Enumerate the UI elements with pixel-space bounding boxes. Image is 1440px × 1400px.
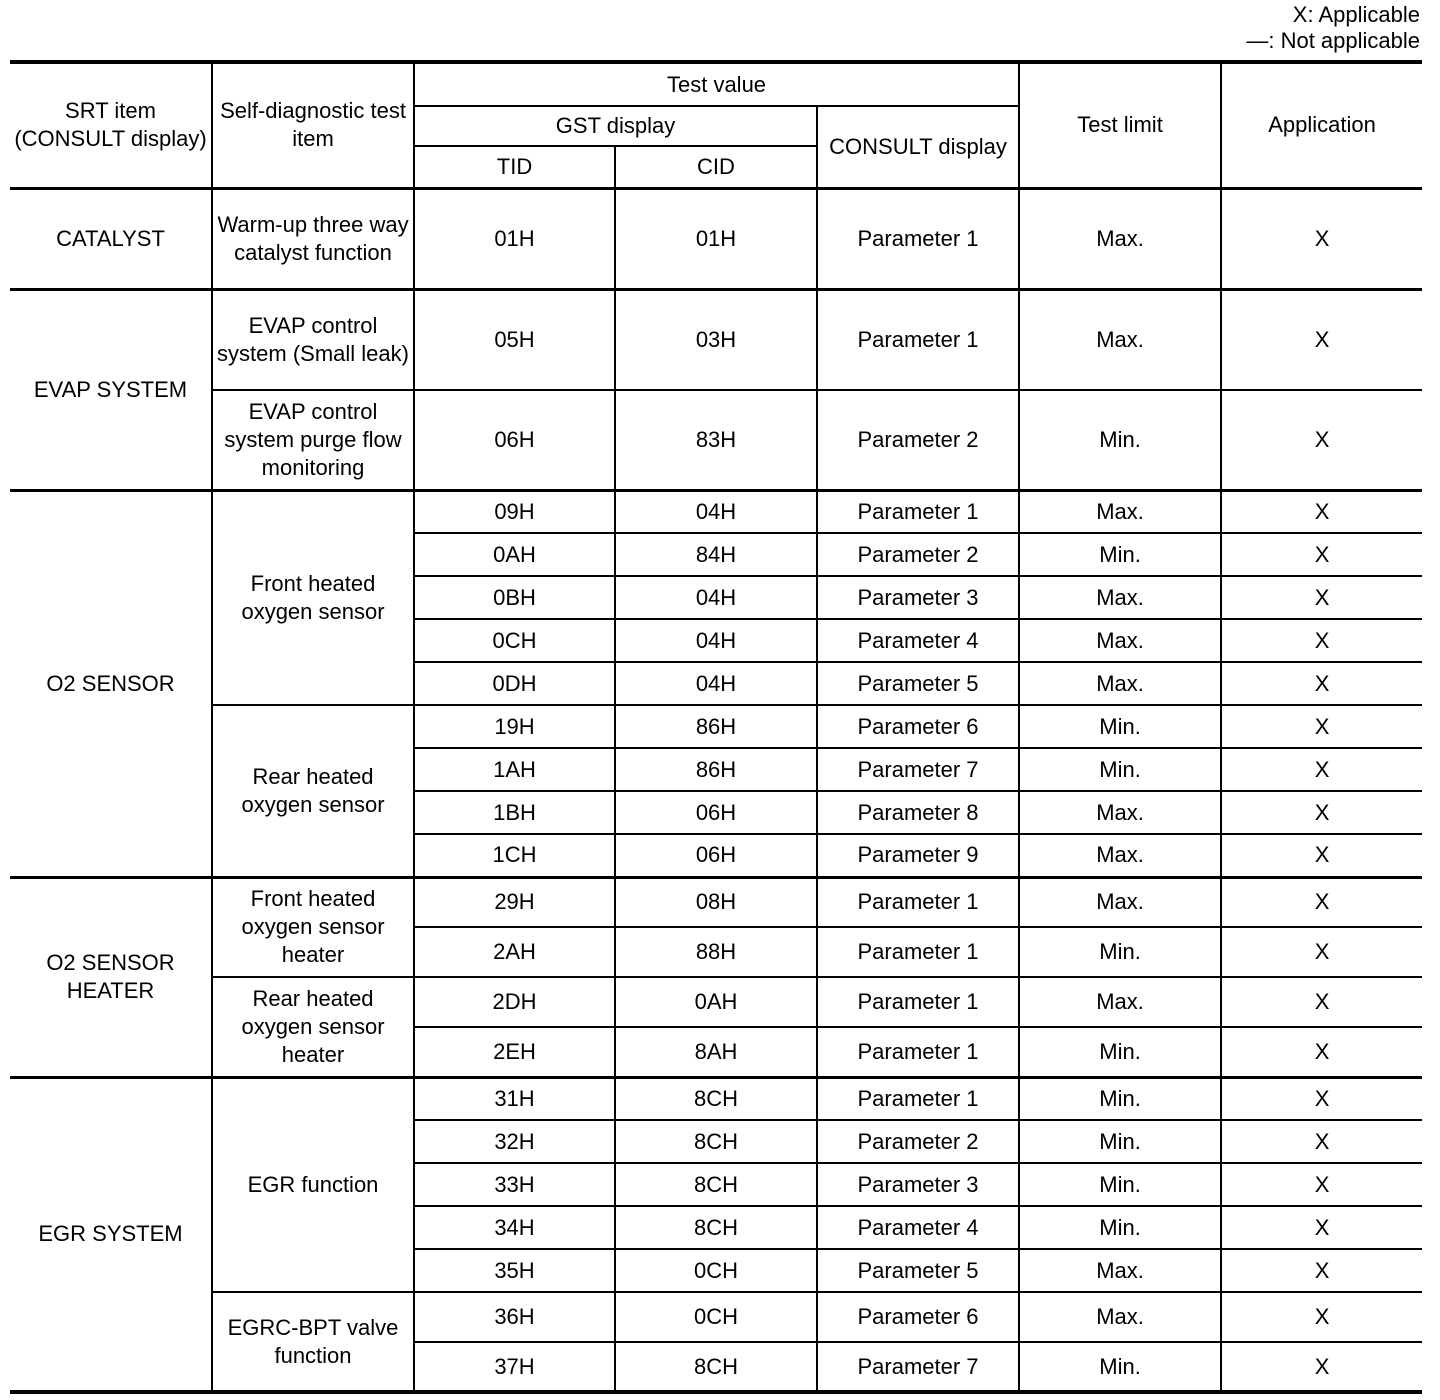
consult-display-cell: Parameter 1: [817, 490, 1019, 533]
cid-cell: 0CH: [615, 1292, 817, 1342]
self-diagnostic-item-cell: EGRC-BPT valve function: [212, 1292, 414, 1392]
header-test-value: Test value: [414, 62, 1019, 106]
header-srt-item: SRT item (CONSULT display): [10, 62, 212, 188]
tid-cell: 0DH: [414, 662, 615, 705]
tid-cell: 35H: [414, 1249, 615, 1292]
application-cell: X: [1221, 877, 1422, 927]
tid-cell: 09H: [414, 490, 615, 533]
application-cell: X: [1221, 977, 1422, 1027]
cid-cell: 84H: [615, 533, 817, 576]
consult-display-cell: Parameter 7: [817, 1342, 1019, 1392]
table-row: [10, 977, 1422, 1027]
consult-display-cell: Parameter 2: [817, 533, 1019, 576]
consult-display-cell: Parameter 1: [817, 289, 1019, 390]
cid-cell: 03H: [615, 289, 817, 390]
consult-display-cell: Parameter 3: [817, 576, 1019, 619]
consult-display-cell: Parameter 3: [817, 1163, 1019, 1206]
cid-cell: 0AH: [615, 977, 817, 1027]
tid-cell: 29H: [414, 877, 615, 927]
cid-cell: 86H: [615, 748, 817, 791]
srt-item-cell: EGR SYSTEM: [10, 1077, 212, 1392]
cid-cell: 04H: [615, 619, 817, 662]
header-tid: TID: [414, 146, 615, 188]
consult-display-cell: Parameter 5: [817, 662, 1019, 705]
self-diagnostic-item-cell: Warm-up three way catalyst function: [212, 188, 414, 289]
table-row: [10, 877, 1422, 927]
tid-cell: 2AH: [414, 927, 615, 977]
tid-cell: 19H: [414, 705, 615, 748]
application-cell: X: [1221, 1120, 1422, 1163]
consult-display-cell: Parameter 1: [817, 877, 1019, 927]
cid-cell: 04H: [615, 662, 817, 705]
test-limit-cell: Max.: [1019, 977, 1221, 1027]
table-row: [10, 188, 1422, 289]
test-limit-cell: Max.: [1019, 576, 1221, 619]
application-cell: X: [1221, 576, 1422, 619]
test-limit-cell: Min.: [1019, 1163, 1221, 1206]
application-cell: X: [1221, 927, 1422, 977]
tid-cell: 05H: [414, 289, 615, 390]
application-cell: X: [1221, 188, 1422, 289]
table-row: [10, 390, 1422, 490]
tid-cell: 31H: [414, 1077, 615, 1120]
consult-display-cell: Parameter 5: [817, 1249, 1019, 1292]
application-cell: X: [1221, 1027, 1422, 1077]
tid-cell: 01H: [414, 188, 615, 289]
legend-applicable: X: Applicable: [1292, 2, 1420, 27]
table-row: [10, 1292, 1422, 1342]
consult-display-cell: Parameter 2: [817, 1120, 1019, 1163]
consult-display-cell: Parameter 6: [817, 705, 1019, 748]
cid-cell: 8CH: [615, 1163, 817, 1206]
cid-cell: 04H: [615, 490, 817, 533]
table-row: [10, 705, 1422, 748]
cid-cell: 06H: [615, 791, 817, 834]
tid-cell: 1CH: [414, 834, 615, 877]
test-limit-cell: Max.: [1019, 188, 1221, 289]
header-self-diagnostic-item: Self-diagnostic test item: [212, 62, 414, 188]
consult-display-cell: Parameter 6: [817, 1292, 1019, 1342]
consult-display-cell: Parameter 7: [817, 748, 1019, 791]
self-diagnostic-item-cell: Rear heated oxygen sensor heater: [212, 977, 414, 1077]
tid-cell: 36H: [414, 1292, 615, 1342]
consult-display-cell: Parameter 9: [817, 834, 1019, 877]
application-cell: X: [1221, 834, 1422, 877]
self-diagnostic-item-cell: Rear heated oxygen sensor: [212, 705, 414, 877]
test-limit-cell: Max.: [1019, 619, 1221, 662]
consult-display-cell: Parameter 8: [817, 791, 1019, 834]
consult-display-cell: Parameter 1: [817, 927, 1019, 977]
test-limit-cell: Min.: [1019, 1206, 1221, 1249]
application-cell: X: [1221, 1206, 1422, 1249]
self-diagnostic-item-cell: EVAP control system purge flow monitoring: [212, 390, 414, 490]
consult-display-cell: Parameter 4: [817, 1206, 1019, 1249]
consult-display-cell: Parameter 1: [817, 1027, 1019, 1077]
test-limit-cell: Min.: [1019, 705, 1221, 748]
test-limit-cell: Min.: [1019, 927, 1221, 977]
legend-not-applicable: —: Not applicable: [1246, 28, 1420, 53]
self-diagnostic-item-cell: Front heated oxygen sensor heater: [212, 877, 414, 977]
test-limit-cell: Min.: [1019, 1120, 1221, 1163]
cid-cell: 06H: [615, 834, 817, 877]
srt-item-cell: EVAP SYSTEM: [10, 289, 212, 490]
srt-item-cell: CATALYST: [10, 188, 212, 289]
consult-display-cell: Parameter 4: [817, 619, 1019, 662]
application-cell: X: [1221, 748, 1422, 791]
cid-cell: 8CH: [615, 1342, 817, 1392]
cid-cell: 08H: [615, 877, 817, 927]
self-diagnostic-item-cell: EGR function: [212, 1077, 414, 1292]
tid-cell: 0CH: [414, 619, 615, 662]
table-row: [10, 490, 1422, 533]
tid-cell: 0BH: [414, 576, 615, 619]
application-cell: X: [1221, 1249, 1422, 1292]
srt-item-cell: O2 SENSOR: [10, 490, 212, 877]
application-cell: X: [1221, 289, 1422, 390]
tid-cell: 2DH: [414, 977, 615, 1027]
application-cell: X: [1221, 619, 1422, 662]
cid-cell: 86H: [615, 705, 817, 748]
test-limit-cell: Min.: [1019, 390, 1221, 490]
test-limit-cell: Max.: [1019, 1292, 1221, 1342]
tid-cell: 0AH: [414, 533, 615, 576]
cid-cell: 88H: [615, 927, 817, 977]
consult-display-cell: Parameter 2: [817, 390, 1019, 490]
cid-cell: 0CH: [615, 1249, 817, 1292]
srt-item-cell: O2 SENSOR HEATER: [10, 877, 212, 1077]
cid-cell: 8AH: [615, 1027, 817, 1077]
table-body: [10, 188, 1422, 1392]
application-cell: X: [1221, 390, 1422, 490]
consult-display-cell: Parameter 1: [817, 188, 1019, 289]
application-cell: X: [1221, 791, 1422, 834]
application-cell: X: [1221, 1163, 1422, 1206]
header-consult-display: CONSULT display: [817, 106, 1019, 188]
application-cell: X: [1221, 705, 1422, 748]
tid-cell: 32H: [414, 1120, 615, 1163]
test-limit-cell: Max.: [1019, 834, 1221, 877]
test-limit-cell: Min.: [1019, 748, 1221, 791]
tid-cell: 06H: [414, 390, 615, 490]
test-limit-cell: Max.: [1019, 791, 1221, 834]
cid-cell: 83H: [615, 390, 817, 490]
test-limit-cell: Max.: [1019, 1249, 1221, 1292]
header-cid: CID: [615, 146, 817, 188]
cid-cell: 8CH: [615, 1077, 817, 1120]
application-cell: X: [1221, 1342, 1422, 1392]
test-limit-cell: Min.: [1019, 1342, 1221, 1392]
self-diagnostic-item-cell: Front heated oxygen sensor: [212, 490, 414, 705]
table-row: [10, 289, 1422, 390]
test-limit-cell: Min.: [1019, 1077, 1221, 1120]
test-limit-cell: Max.: [1019, 877, 1221, 927]
cid-cell: 01H: [615, 188, 817, 289]
header-application: Application: [1221, 62, 1422, 188]
consult-display-cell: Parameter 1: [817, 977, 1019, 1027]
tid-cell: 1BH: [414, 791, 615, 834]
consult-display-cell: Parameter 1: [817, 1077, 1019, 1120]
legend: [1246, 2, 1420, 54]
test-limit-cell: Max.: [1019, 289, 1221, 390]
tid-cell: 34H: [414, 1206, 615, 1249]
self-diagnostic-item-cell: EVAP control system (Small leak): [212, 289, 414, 390]
table-row: [10, 1077, 1422, 1120]
tid-cell: 33H: [414, 1163, 615, 1206]
test-limit-cell: Min.: [1019, 1027, 1221, 1077]
test-limit-cell: Max.: [1019, 662, 1221, 705]
srt-test-table: [10, 60, 1422, 1394]
tid-cell: 37H: [414, 1342, 615, 1392]
cid-cell: 8CH: [615, 1120, 817, 1163]
header-test-limit: Test limit: [1019, 62, 1221, 188]
application-cell: X: [1221, 662, 1422, 705]
application-cell: X: [1221, 490, 1422, 533]
application-cell: X: [1221, 533, 1422, 576]
application-cell: X: [1221, 1077, 1422, 1120]
application-cell: X: [1221, 1292, 1422, 1342]
tid-cell: 1AH: [414, 748, 615, 791]
header-gst-display: GST display: [414, 106, 817, 146]
test-limit-cell: Max.: [1019, 490, 1221, 533]
test-limit-cell: Min.: [1019, 533, 1221, 576]
cid-cell: 8CH: [615, 1206, 817, 1249]
tid-cell: 2EH: [414, 1027, 615, 1077]
cid-cell: 04H: [615, 576, 817, 619]
